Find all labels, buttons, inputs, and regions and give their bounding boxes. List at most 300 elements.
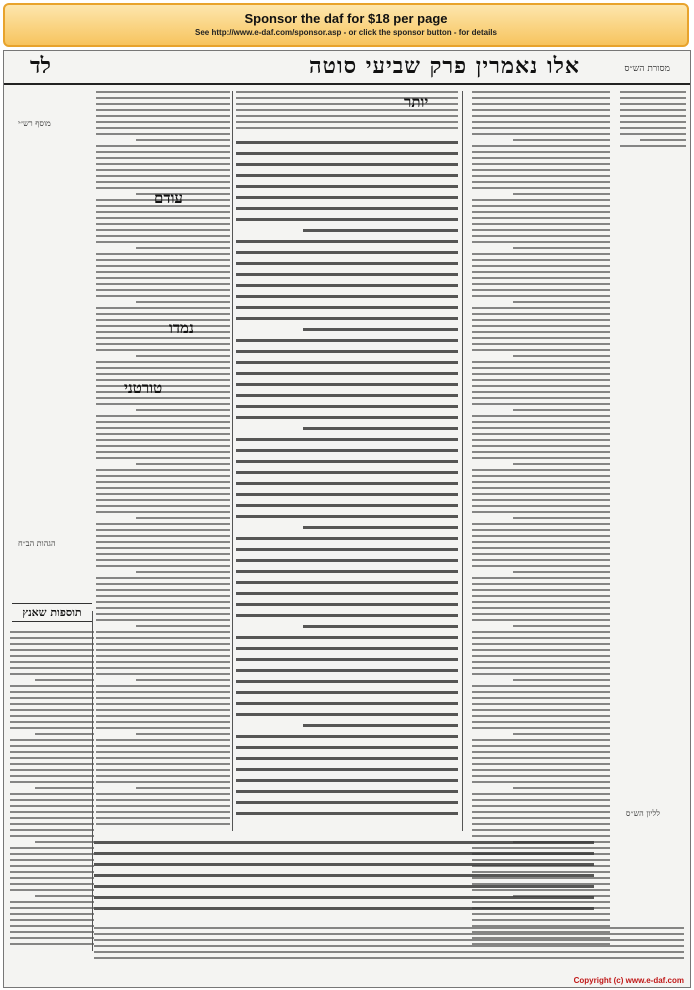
text-line xyxy=(96,775,230,777)
text-line xyxy=(236,251,458,254)
text-line xyxy=(472,619,610,621)
text-line xyxy=(472,775,610,777)
text-line xyxy=(10,907,94,909)
text-line xyxy=(472,649,610,651)
text-line xyxy=(10,673,94,675)
text-line xyxy=(96,487,230,489)
text-line xyxy=(96,565,230,567)
text-line xyxy=(96,559,230,561)
text-line xyxy=(96,691,230,693)
text-line xyxy=(96,217,230,219)
text-line xyxy=(96,673,230,675)
text-line xyxy=(472,319,610,321)
text-line xyxy=(96,739,230,741)
text-line xyxy=(236,504,458,507)
column-divider xyxy=(462,91,463,831)
text-line xyxy=(472,199,610,201)
sponsor-title: Sponsor the daf for $18 per page xyxy=(244,11,448,26)
text-line xyxy=(472,313,610,315)
text-line xyxy=(96,295,230,297)
text-line xyxy=(10,685,94,687)
text-line xyxy=(236,361,458,364)
text-line xyxy=(236,779,458,782)
text-line xyxy=(472,781,610,783)
text-line xyxy=(96,475,230,477)
text-line xyxy=(10,859,94,861)
text-line xyxy=(472,547,610,549)
text-line xyxy=(236,174,458,177)
text-line xyxy=(236,306,458,309)
text-line xyxy=(236,405,458,408)
text-line xyxy=(94,852,594,855)
text-line xyxy=(10,655,94,657)
text-line xyxy=(35,841,94,843)
text-line xyxy=(96,769,230,771)
running-title: אלו נאמרין פרק שביעי סוטה xyxy=(309,53,580,79)
text-line xyxy=(472,415,610,417)
text-line xyxy=(236,438,458,441)
text-line xyxy=(236,581,458,584)
text-line xyxy=(96,397,230,399)
text-line xyxy=(136,625,230,627)
copyright-text[interactable]: Copyright (c) www.e-daf.com xyxy=(573,976,684,985)
text-line xyxy=(513,193,610,195)
text-line xyxy=(513,787,610,789)
text-line xyxy=(96,109,230,111)
text-line xyxy=(472,457,610,459)
text-line xyxy=(236,218,458,221)
text-line xyxy=(10,889,94,891)
text-line xyxy=(96,157,230,159)
text-line xyxy=(96,535,230,537)
text-line xyxy=(472,661,610,663)
text-line xyxy=(94,885,594,888)
text-line xyxy=(96,211,230,213)
text-line xyxy=(620,91,686,93)
text-line xyxy=(96,97,230,99)
text-line xyxy=(35,895,94,897)
text-line xyxy=(96,751,230,753)
text-line xyxy=(236,317,458,320)
text-line xyxy=(472,175,610,177)
text-line xyxy=(96,133,230,135)
text-line xyxy=(96,451,230,453)
text-line xyxy=(472,433,610,435)
text-line xyxy=(96,349,230,351)
text-line xyxy=(472,589,610,591)
text-line xyxy=(236,493,458,496)
text-line xyxy=(472,715,610,717)
text-line xyxy=(472,187,610,189)
text-line xyxy=(472,553,610,555)
text-line xyxy=(96,757,230,759)
text-line xyxy=(96,607,230,609)
text-line xyxy=(96,817,230,819)
text-line xyxy=(96,823,230,825)
text-line xyxy=(236,449,458,452)
text-line xyxy=(96,307,230,309)
text-line xyxy=(96,325,230,327)
text-line xyxy=(96,145,230,147)
text-line xyxy=(620,121,686,123)
text-line xyxy=(472,691,610,693)
text-line xyxy=(96,415,230,417)
text-line xyxy=(96,259,230,261)
text-line xyxy=(236,460,458,463)
text-line xyxy=(96,289,230,291)
text-line xyxy=(472,343,610,345)
text-line xyxy=(472,811,610,813)
text-line xyxy=(472,769,610,771)
text-line xyxy=(96,121,230,123)
text-line xyxy=(96,103,230,105)
text-line xyxy=(236,273,458,276)
text-line xyxy=(96,793,230,795)
text-line xyxy=(10,727,94,729)
text-line xyxy=(96,493,230,495)
text-line xyxy=(236,350,458,353)
text-line xyxy=(96,379,230,381)
text-line xyxy=(236,768,458,771)
text-line xyxy=(472,493,610,495)
text-line xyxy=(96,583,230,585)
text-line xyxy=(236,196,458,199)
text-line xyxy=(96,271,230,273)
text-line xyxy=(10,697,94,699)
text-line xyxy=(472,223,610,225)
margin-note: הגהות הב״ח xyxy=(18,539,56,548)
text-line xyxy=(236,680,458,683)
text-line xyxy=(472,253,610,255)
text-line xyxy=(136,193,230,195)
text-line xyxy=(236,207,458,210)
text-line xyxy=(236,790,458,793)
text-line xyxy=(472,595,610,597)
text-line xyxy=(10,919,94,921)
text-line xyxy=(472,127,610,129)
text-line xyxy=(94,874,594,877)
text-line xyxy=(472,499,610,501)
footer-commentary-band xyxy=(94,927,684,967)
text-line xyxy=(472,235,610,237)
text-line xyxy=(472,265,610,267)
text-line xyxy=(96,343,230,345)
text-line xyxy=(96,361,230,363)
text-line xyxy=(236,152,458,155)
text-line xyxy=(10,925,94,927)
text-line xyxy=(96,283,230,285)
text-line xyxy=(136,733,230,735)
text-line xyxy=(472,205,610,207)
text-line xyxy=(236,284,458,287)
text-line xyxy=(236,636,458,639)
text-line xyxy=(96,445,230,447)
text-line xyxy=(472,277,610,279)
text-line xyxy=(96,391,230,393)
text-line xyxy=(10,691,94,693)
talmud-page xyxy=(3,50,691,988)
text-line xyxy=(10,931,94,933)
text-line xyxy=(10,853,94,855)
text-line xyxy=(472,259,610,261)
text-line xyxy=(472,829,610,831)
right-margin-notes xyxy=(620,91,686,151)
text-line xyxy=(472,241,610,243)
text-line xyxy=(10,937,94,939)
text-line xyxy=(472,607,610,609)
text-line xyxy=(472,529,610,531)
text-line xyxy=(236,240,458,243)
text-line xyxy=(94,927,684,929)
text-line xyxy=(513,409,610,411)
text-line xyxy=(640,139,686,141)
text-line xyxy=(96,499,230,501)
text-line xyxy=(96,595,230,597)
text-line xyxy=(472,565,610,567)
text-line xyxy=(10,769,94,771)
text-line xyxy=(472,835,610,837)
text-line xyxy=(513,247,610,249)
text-line xyxy=(472,613,610,615)
text-line xyxy=(236,127,458,129)
text-line xyxy=(236,548,458,551)
text-line xyxy=(136,355,230,357)
column-divider xyxy=(232,91,233,831)
text-line xyxy=(513,625,610,627)
text-line xyxy=(10,835,94,837)
text-line xyxy=(96,727,230,729)
text-line xyxy=(236,537,458,540)
text-line xyxy=(96,547,230,549)
text-line xyxy=(513,679,610,681)
text-line xyxy=(10,631,94,633)
margin-note: לליון הש״ס xyxy=(625,809,660,818)
text-line xyxy=(96,169,230,171)
margin-note: מוסף רש״י xyxy=(18,119,51,128)
text-line xyxy=(10,721,94,723)
text-line xyxy=(472,673,610,675)
text-line xyxy=(472,211,610,213)
text-line xyxy=(96,115,230,117)
text-line xyxy=(472,601,610,603)
text-line xyxy=(96,163,230,165)
text-line xyxy=(10,649,94,651)
text-line xyxy=(472,577,610,579)
text-line xyxy=(472,655,610,657)
text-line xyxy=(96,577,230,579)
text-line xyxy=(96,421,230,423)
text-line xyxy=(96,511,230,513)
text-line xyxy=(472,115,610,117)
text-line xyxy=(472,523,610,525)
text-line xyxy=(236,559,458,562)
text-line xyxy=(236,713,458,716)
text-line xyxy=(236,383,458,386)
text-line xyxy=(136,571,230,573)
text-line xyxy=(136,679,230,681)
text-line xyxy=(303,724,458,727)
text-line xyxy=(472,121,610,123)
text-line xyxy=(620,103,686,105)
text-line xyxy=(236,471,458,474)
text-line xyxy=(96,331,230,333)
text-line xyxy=(96,505,230,507)
text-line xyxy=(94,939,684,941)
text-line xyxy=(236,262,458,265)
text-line xyxy=(472,397,610,399)
text-line xyxy=(472,559,610,561)
text-line xyxy=(10,775,94,777)
text-line xyxy=(96,235,230,237)
text-line xyxy=(513,355,610,357)
text-line xyxy=(472,391,610,393)
text-line xyxy=(96,241,230,243)
text-line xyxy=(236,185,458,188)
page-header xyxy=(4,51,690,85)
text-line xyxy=(472,163,610,165)
rashi-heading-3: טורטני xyxy=(124,379,163,397)
text-line xyxy=(96,385,230,387)
text-line xyxy=(94,863,594,866)
text-line xyxy=(472,109,610,111)
text-line xyxy=(236,416,458,419)
text-line xyxy=(10,847,94,849)
text-line xyxy=(513,517,610,519)
text-line xyxy=(96,229,230,231)
text-line xyxy=(10,901,94,903)
text-line xyxy=(10,943,94,945)
text-line xyxy=(303,328,458,331)
text-line xyxy=(472,145,610,147)
text-line xyxy=(620,133,686,135)
text-line xyxy=(96,811,230,813)
text-line xyxy=(472,505,610,507)
text-line xyxy=(96,367,230,369)
text-line xyxy=(96,481,230,483)
text-line xyxy=(236,702,458,705)
text-line xyxy=(303,625,458,628)
text-line xyxy=(10,763,94,765)
daf-number: לד xyxy=(30,53,51,79)
text-line xyxy=(10,757,94,759)
text-line xyxy=(10,643,94,645)
text-line xyxy=(96,631,230,633)
text-line xyxy=(472,817,610,819)
text-line xyxy=(94,957,684,959)
text-line xyxy=(472,367,610,369)
text-line xyxy=(472,133,610,135)
text-line xyxy=(472,475,610,477)
text-line xyxy=(96,649,230,651)
dibbur-hamatchil-main: יותר xyxy=(404,93,429,111)
text-line xyxy=(10,805,94,807)
text-line xyxy=(10,751,94,753)
text-line xyxy=(96,427,230,429)
text-line xyxy=(35,679,94,681)
text-line xyxy=(472,763,610,765)
text-line xyxy=(136,787,230,789)
text-line xyxy=(236,757,458,760)
text-line xyxy=(96,277,230,279)
text-line xyxy=(513,733,610,735)
text-line xyxy=(472,289,610,291)
text-line xyxy=(472,703,610,705)
text-line xyxy=(472,757,610,759)
text-line xyxy=(10,913,94,915)
text-line xyxy=(96,253,230,255)
text-line xyxy=(472,541,610,543)
text-line xyxy=(236,570,458,573)
text-line xyxy=(236,121,458,123)
text-line xyxy=(472,631,610,633)
text-line xyxy=(96,745,230,747)
text-line xyxy=(94,896,594,899)
text-line xyxy=(472,169,610,171)
gemara-main-text xyxy=(236,141,458,831)
text-line xyxy=(472,445,610,447)
text-line xyxy=(513,139,610,141)
gemara-bottom-text xyxy=(94,841,594,921)
text-line xyxy=(472,487,610,489)
sponsor-subtitle[interactable]: See http://www.e-daf.com/sponsor.asp - or click the sponsor button - for details xyxy=(195,28,497,37)
text-line xyxy=(136,463,230,465)
text-line xyxy=(136,247,230,249)
text-line xyxy=(96,697,230,699)
text-line xyxy=(236,592,458,595)
text-line xyxy=(472,97,610,99)
text-line xyxy=(236,339,458,342)
text-line xyxy=(472,295,610,297)
text-line xyxy=(620,145,686,147)
text-line xyxy=(472,697,610,699)
text-line xyxy=(96,715,230,717)
text-line xyxy=(472,331,610,333)
text-line xyxy=(10,739,94,741)
text-line xyxy=(96,127,230,129)
rashi-heading-2: נמדו xyxy=(169,319,194,337)
text-line xyxy=(472,637,610,639)
column-divider xyxy=(92,611,93,951)
text-line xyxy=(236,515,458,518)
text-line xyxy=(236,691,458,694)
text-line xyxy=(96,337,230,339)
text-line xyxy=(96,373,230,375)
text-line xyxy=(10,793,94,795)
sponsor-banner[interactable] xyxy=(3,3,689,47)
text-line xyxy=(472,373,610,375)
mesorah-label: מסורת הש״ס xyxy=(624,64,670,74)
text-line xyxy=(472,721,610,723)
text-line xyxy=(96,763,230,765)
text-line xyxy=(96,709,230,711)
text-line xyxy=(96,319,230,321)
text-line xyxy=(10,781,94,783)
text-line xyxy=(96,781,230,783)
text-line xyxy=(620,97,686,99)
text-line xyxy=(620,127,686,129)
text-line xyxy=(10,703,94,705)
text-line xyxy=(96,661,230,663)
text-line xyxy=(10,637,94,639)
text-line xyxy=(236,658,458,661)
text-line xyxy=(472,439,610,441)
text-line xyxy=(472,151,610,153)
text-line xyxy=(136,517,230,519)
text-line xyxy=(10,823,94,825)
text-line xyxy=(96,721,230,723)
text-line xyxy=(236,746,458,749)
text-line xyxy=(94,933,684,935)
